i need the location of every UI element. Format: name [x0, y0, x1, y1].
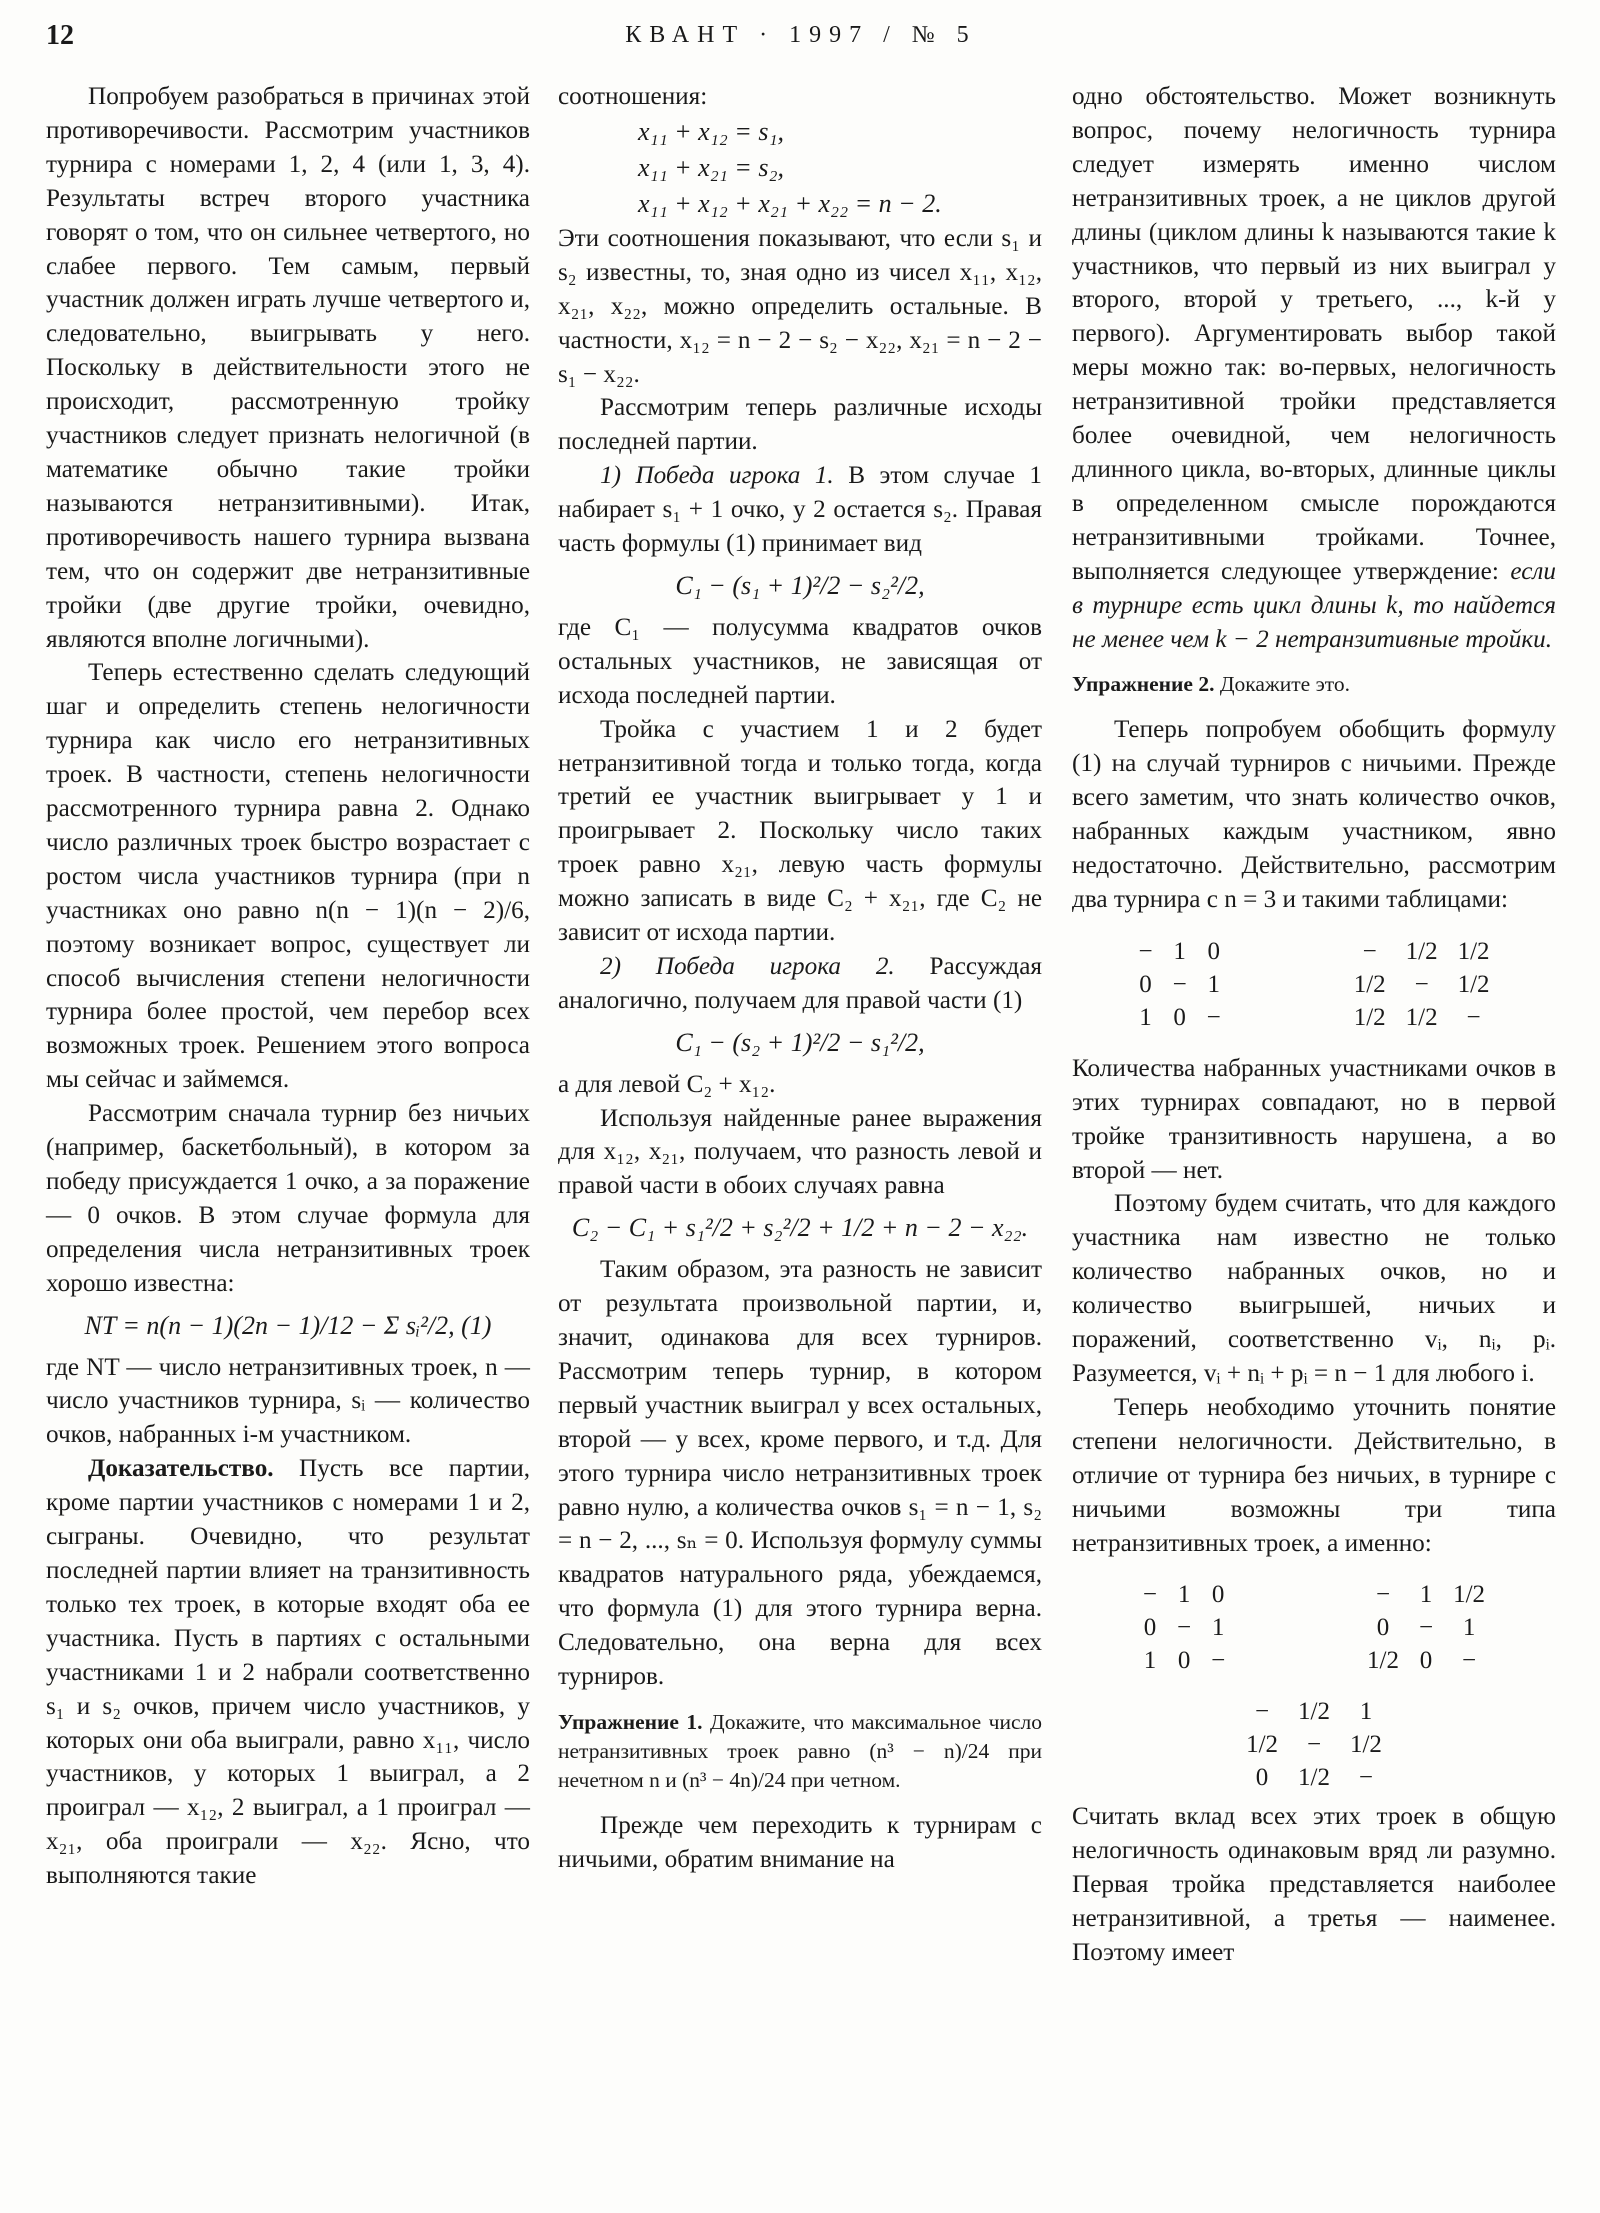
- table-cell: 1/2: [1298, 1698, 1330, 1726]
- tournament-table: [1128, 935, 1230, 1034]
- table-cell: −: [1466, 1003, 1481, 1031]
- table-cell: −: [1138, 937, 1153, 965]
- table-cell: −: [1414, 970, 1429, 998]
- tables-pair: [1072, 929, 1556, 1040]
- formula-3: C₁ − (s₂ + 1)²/2 − s₁²/2,: [675, 1027, 925, 1057]
- equation-system: [558, 114, 1042, 222]
- exercise-2-text: Докажите это.: [1214, 672, 1351, 697]
- table-cell: −: [1362, 937, 1377, 965]
- table-cell: −: [1211, 1647, 1226, 1675]
- table-row: [1236, 1728, 1392, 1761]
- paragraph: где NT — число нетранзитивных троек, n — число участников турнира, sᵢ — количество очков, набранных i-м участником.: [46, 1353, 530, 1449]
- table-cell: 0: [1139, 970, 1152, 998]
- paragraph: Используя найденные ранее выражения для x₁₂, x₂₁, получаем, что разность левой и правой части в обоих случаях равна: [558, 1104, 1042, 1200]
- table-cell: 1: [1207, 970, 1220, 998]
- page-number: 12: [46, 20, 74, 51]
- table-cell: 0: [1376, 1614, 1390, 1642]
- paragraph: Попробуем разобраться в причинах этой противоречивости. Рассмотрим участников турнира с номерами 1, 2, 4 (или 1, 3, 4). Результаты встреч второго участника говорят о том, что он сильнее четвертого, но слабее первого. Тем самым, первый участник должен играть лучше четвертого и, следовательно, выигрывать у него. Поскольку в действительности этого не происходит, рассмотренную тройку участников следует признать нелогичной (в математике обычно такие тройки называются нетранзитивными). Итак, противоречивость нашего турнира вызвана тем, что он содержит две нетранзитивные тройки (две другие тройки, очевидно, являются вполне логичными).: [46, 83, 530, 653]
- table-cell: −: [1375, 1581, 1391, 1609]
- paragraph: [1072, 80, 1556, 656]
- table-cell: 0: [1177, 1647, 1191, 1675]
- table-cell: 1/2: [1453, 1581, 1486, 1609]
- tournament-table: [1344, 935, 1500, 1034]
- table-cell: 1/2: [1405, 937, 1438, 965]
- table-cell: −: [1142, 1581, 1158, 1609]
- table-cell: 0: [1207, 937, 1220, 965]
- paragraph: Теперь естественно сделать следующий шаг и определить степень нелогичности турнира как число его нетранзитивных троек. В частности, степень нелогичности рассмотренного турнира равна 2. Однако число различных троек быстро возрастает с ростом числа участников турнира (при n участниках оно равно n(n − 1)(n − 2)/6, поэтому возникает вопрос, существует ли способ вычисления степени нелогичности турнира более простой, чем перебор всех возможных троек. Решением этого вопроса мы сейчас и займемся.: [46, 659, 530, 1094]
- exercise-2: [1072, 670, 1556, 699]
- table-cell: 1: [1143, 1647, 1157, 1675]
- running-head: КВАНТ · 1997 / № 5: [625, 22, 977, 48]
- exercise-1-text: Докажите, что максимальное число нетранзитивных троек равно (n³ − n)/24 при нечетном n и (n³ − 4n)/24 при четном.: [558, 1709, 1043, 1792]
- tournament-table: [1357, 1578, 1495, 1677]
- paragraph-text: одно обстоятельство. Может возникнуть вопрос, почему нелогичность турнира следует измерять именно числом нетранзитивных троек, а не циклов другой длины (циклом длины k называются такие k участников, что первый из них выиграл у второго, второй у третьего, ..., k-й у первого). Аргументировать выбор такой меры можно так: во-первых, нелогичность нетранзитивной тройки представляется более очевидной, чем нелогичность длинного цикла, во-вторых, длинные циклы в определенном смысле порождаются нетранзитивными тройками. Точнее, выполняется следующее утверждение:: [1072, 83, 1556, 585]
- paragraph: Рассмотрим сначала турнир без ничьих (например, баскетбольный), в котором за победу присуждается 1 очко, а за поражение — 0 очков. В этом случае формула для определения числа нетранзитивных троек хорошо известна:: [46, 1100, 530, 1297]
- table-cell: 1: [1419, 1581, 1433, 1609]
- table-cell: 1/2: [1349, 1731, 1382, 1759]
- paragraph: соотношения:: [558, 83, 708, 110]
- equation: x₁₁ + x₁₂ = s₁,: [638, 116, 784, 146]
- table-cell: 1/2: [1405, 1003, 1438, 1031]
- proof-label: Доказательство.: [88, 1455, 274, 1483]
- table-row: [1344, 1001, 1500, 1034]
- table-row: [1236, 1695, 1392, 1728]
- formula-2: C₁ − (s₁ + 1)²/2 − s₂²/2,: [675, 570, 925, 600]
- paragraph: Считать вклад всех этих троек в общую нелогичность одинаковым вряд ли разумно. Первая тройка представляется наиболее нетранзитивной, а третья — наименее. Поэтому имеет: [1072, 1803, 1556, 1967]
- paragraph: Количества набранных участниками очков в этих турнирах совпадают, но в первой тройке транзитивность нарушена, а во второй — нет.: [1072, 1054, 1556, 1184]
- table-cell: 1: [1359, 1698, 1373, 1726]
- table-cell: 1: [1173, 937, 1186, 965]
- table-cell: 1/2: [1246, 1731, 1279, 1759]
- table-row: [1357, 1644, 1495, 1677]
- page-header: [46, 20, 1556, 64]
- column-2: [558, 80, 1042, 1877]
- table-cell: 0: [1419, 1647, 1433, 1675]
- exercise-1-label: Упражнение 1.: [558, 1709, 703, 1734]
- table-cell: 1/2: [1353, 1003, 1386, 1031]
- tournament-table: [1236, 1695, 1392, 1794]
- case-2-paragraph: [558, 950, 1042, 1018]
- table-cell: 0: [1143, 1614, 1157, 1642]
- table-cell: −: [1177, 1614, 1192, 1642]
- formula-4: C₂ − C₁ + s₁²/2 + s₂²/2 + 1/2 + n − 2 − x₂₂.: [571, 1213, 1029, 1243]
- paragraph: Рассмотрим теперь различные исходы последней партии.: [558, 394, 1042, 456]
- equation: x₁₁ + x₁₂ + x₂₁ + x₂₂ = n − 2.: [638, 188, 942, 218]
- table-cell: −: [1358, 1764, 1373, 1792]
- column-1: [46, 80, 530, 1893]
- case-1-text: В этом случае 1 набирает s₁ + 1 очко, у 2 остается s₂. Правая часть формулы (1) принимает вид: [558, 462, 1042, 558]
- case-1-label: 1) Победа игрока 1.: [600, 462, 834, 490]
- table-row: [1133, 1578, 1235, 1611]
- table-cell: 1/2: [1457, 970, 1490, 998]
- proof-paragraph: [46, 1452, 530, 1893]
- case-2-label: 2) Победа игрока 2.: [600, 952, 895, 980]
- paragraph: Эти соотношения показывают, что если s₁ и s₂ известны, то, зная одно из чисел x₁₁, x₁₂, x₂₁, x₂₂, можно определить остальные. В частности, x₁₂ = n − 2 − s₂ − x₂₂, x₂₁ = n − 2 − s₁ − x₂₂.: [558, 224, 1042, 388]
- exercise-1: [558, 1708, 1042, 1795]
- case-1-paragraph: [558, 459, 1042, 561]
- table-cell: 1: [1139, 1003, 1152, 1031]
- table-row: [1128, 935, 1230, 968]
- table-cell: 1: [1177, 1581, 1191, 1609]
- table-row: [1128, 1001, 1230, 1034]
- table-row: [1357, 1578, 1495, 1611]
- table-cell: 0: [1173, 1003, 1186, 1031]
- table-row: [1128, 968, 1230, 1001]
- exercise-2-label: Упражнение 2.: [1072, 672, 1215, 697]
- table-cell: 0: [1255, 1764, 1269, 1792]
- table-row: [1344, 935, 1500, 968]
- table-row: [1357, 1611, 1495, 1644]
- table-cell: 1/2: [1367, 1647, 1399, 1675]
- table-cell: −: [1462, 1647, 1477, 1675]
- case-2-text: Рассуждая аналогично, получаем для правой части (1): [558, 952, 1043, 1014]
- table-cell: −: [1419, 1614, 1434, 1642]
- table-cell: 0: [1211, 1581, 1225, 1609]
- table-cell: 1: [1462, 1614, 1476, 1642]
- table-row: [1344, 968, 1500, 1001]
- paragraph: Теперь необходимо уточнить понятие степени нелогичности. Действительно, в отличие от турнира без ничьих, в турнире с ничьими возможны три типа нетранзитивных троек, а именно:: [1072, 1393, 1556, 1557]
- table-cell: 1/2: [1298, 1764, 1330, 1792]
- table-cell: 1: [1211, 1614, 1225, 1642]
- table-row: [1236, 1761, 1392, 1794]
- theorem-statement: если в турнире есть цикл длины k, то найдется не менее чем k − 2 нетранзитивные тройки.: [1072, 557, 1556, 653]
- table-row: [1133, 1644, 1235, 1677]
- table-cell: −: [1172, 970, 1187, 998]
- paragraph: где C₁ — полусумма квадратов очков остальных участников, не зависящая от исхода последней партии.: [558, 613, 1042, 709]
- table-row: [1133, 1611, 1235, 1644]
- table-cell: −: [1306, 1731, 1322, 1759]
- formula-1: NT = n(n − 1)(2n − 1)/12 − Σ sᵢ²/2, (1): [84, 1310, 492, 1340]
- paragraph: а для левой C₂ + x₁₂.: [558, 1070, 776, 1098]
- table-cell: 1/2: [1457, 937, 1490, 965]
- tournament-table: [1133, 1578, 1235, 1677]
- column-3: [1072, 80, 1556, 1970]
- table-cell: 1/2: [1353, 970, 1386, 998]
- table-cell: −: [1254, 1698, 1270, 1726]
- table-cell: −: [1206, 1003, 1221, 1031]
- paragraph: Поэтому будем считать, что для каждого участника нам известно не только количество набранных очков, но и количество выигрышей, ничьих и поражений, соответственно vᵢ, nᵢ, pᵢ. Разумеется, vᵢ + nᵢ + pᵢ = n − 1 для любого i.: [1072, 1190, 1556, 1387]
- paragraph: Тройка с участием 1 и 2 будет нетранзитивной тогда и только тогда, когда третий ее участник выигрывает у 1 и проигрывает 2. Поскольку число таких троек равно x₂₁, левую часть формулы можно записать в виде C₂ + x₂₁, где C₂ не зависит от исхода партии.: [558, 715, 1042, 947]
- equation: x₁₁ + x₂₁ = s₂,: [638, 152, 784, 182]
- paragraph: Прежде чем переходить к турнирам с ничьими, обратим внимание на: [558, 1811, 1042, 1873]
- paragraph: Теперь попробуем обобщить формулу (1) на случай турниров с ничьими. Прежде всего заметим, что знать количество очков, набранных каждым участником, явно недостаточно. Действительно, рассмотрим два турнира с n = 3 и такими таблицами:: [1072, 716, 1556, 913]
- proof-text: Пусть все партии, кроме партии участников с номерами 1 и 2, сыграны. Очевидно, что результат последней партии влияет на транзитивность только тех троек, в которые входят оба ее участника. Пусть в партиях с остальными участниками 1 и 2 набрали соответственно s₁ и s₂ очков, причем число участников, у которых они оба выиграли, равно x₁₁, число участников, у которых 1 выиграл, а 2 проиграл — x₁₂, 2 выиграл, а 1 проиграл — x₂₁, оба проиграли — x₂₂. Ясно, что выполняются такие: [46, 1455, 530, 1890]
- tables-pair: [1072, 1572, 1556, 1683]
- paragraph: Таким образом, эта разность не зависит от результата произвольной партии, и, значит, одинакова для всех турниров. Рассмотрим теперь турнир, в котором первый участник выиграл у всех остальных, второй — у всех, кроме первого, и т.д. Для этого турнира число нетранзитивных троек равно нулю, а количества очков s₁ = n − 1, s₂ = n − 2, ..., sₙ = 0. Используя формулу суммы квадратов натурального ряда, убеждаемся, что формула (1) для этого турнира верна. Следовательно, она верна для всех турниров.: [558, 1256, 1042, 1691]
